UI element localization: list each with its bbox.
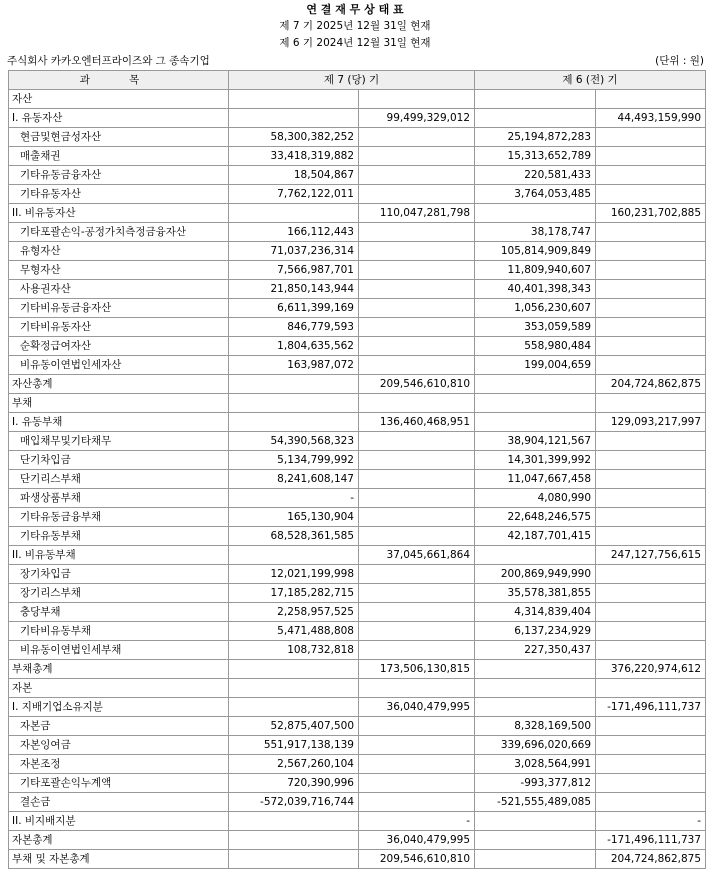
row-label: 무형자산 bbox=[9, 261, 229, 280]
prior-subtotal-amount bbox=[596, 622, 706, 641]
row-label: I. 유동자산 bbox=[9, 109, 229, 128]
table-row bbox=[9, 489, 706, 508]
current-detail-amount: 846,779,593 bbox=[229, 318, 359, 337]
prior-subtotal-amount: 129,093,217,997 bbox=[596, 413, 706, 432]
row-label: 순확정급여자산 bbox=[9, 337, 229, 356]
table-row bbox=[9, 850, 706, 869]
prior-subtotal-amount bbox=[596, 242, 706, 261]
table-row bbox=[9, 204, 706, 223]
prior-detail-amount: 4,314,839,404 bbox=[475, 603, 596, 622]
row-label: 현금및현금성자산 bbox=[9, 128, 229, 147]
current-detail-amount: 52,875,407,500 bbox=[229, 717, 359, 736]
current-detail-amount: 7,566,987,701 bbox=[229, 261, 359, 280]
table-row bbox=[9, 831, 706, 850]
prior-detail-amount: 11,047,667,458 bbox=[475, 470, 596, 489]
row-label: 기타유동부채 bbox=[9, 527, 229, 546]
prior-subtotal-amount: 247,127,756,615 bbox=[596, 546, 706, 565]
current-subtotal-amount: 110,047,281,798 bbox=[359, 204, 475, 223]
prior-subtotal-amount bbox=[596, 470, 706, 489]
row-label: 기타비유동자산 bbox=[9, 318, 229, 337]
prior-subtotal-amount bbox=[596, 584, 706, 603]
current-subtotal-amount: 36,040,479,995 bbox=[359, 698, 475, 717]
current-detail-amount: 2,258,957,525 bbox=[229, 603, 359, 622]
current-detail-amount: 8,241,608,147 bbox=[229, 470, 359, 489]
current-detail-amount bbox=[229, 90, 359, 109]
prior-detail-amount: 220,581,433 bbox=[475, 166, 596, 185]
table-row bbox=[9, 679, 706, 698]
current-detail-amount: - bbox=[229, 489, 359, 508]
prior-detail-amount bbox=[475, 850, 596, 869]
table-row bbox=[9, 337, 706, 356]
current-subtotal-amount bbox=[359, 489, 475, 508]
current-detail-amount: 68,528,361,585 bbox=[229, 527, 359, 546]
prior-subtotal-amount bbox=[596, 736, 706, 755]
table-row bbox=[9, 717, 706, 736]
prior-detail-amount bbox=[475, 698, 596, 717]
row-label: 기타포괄손익-공정가치측정금융자산 bbox=[9, 223, 229, 242]
current-detail-amount bbox=[229, 812, 359, 831]
current-detail-amount: 7,762,122,011 bbox=[229, 185, 359, 204]
current-detail-amount: 1,804,635,562 bbox=[229, 337, 359, 356]
current-detail-amount: 12,021,199,998 bbox=[229, 565, 359, 584]
row-label: 매출채권 bbox=[9, 147, 229, 166]
current-subtotal-amount: 209,546,610,810 bbox=[359, 375, 475, 394]
current-subtotal-amount bbox=[359, 527, 475, 546]
current-subtotal-amount bbox=[359, 451, 475, 470]
prior-subtotal-amount bbox=[596, 147, 706, 166]
row-label: 자본잉여금 bbox=[9, 736, 229, 755]
current-detail-amount: 2,567,260,104 bbox=[229, 755, 359, 774]
prior-detail-amount bbox=[475, 109, 596, 128]
table-row bbox=[9, 185, 706, 204]
prior-subtotal-amount bbox=[596, 128, 706, 147]
row-label: 충당부채 bbox=[9, 603, 229, 622]
table-row bbox=[9, 736, 706, 755]
prior-detail-amount: 42,187,701,415 bbox=[475, 527, 596, 546]
row-label: 비유동이연법인세부채 bbox=[9, 641, 229, 660]
row-label: 비유동이연법인세자산 bbox=[9, 356, 229, 375]
table-row bbox=[9, 508, 706, 527]
prior-detail-amount bbox=[475, 375, 596, 394]
prior-subtotal-amount bbox=[596, 299, 706, 318]
prior-detail-amount: -993,377,812 bbox=[475, 774, 596, 793]
prior-subtotal-amount: 44,493,159,990 bbox=[596, 109, 706, 128]
row-label: 사용권자산 bbox=[9, 280, 229, 299]
current-subtotal-amount: - bbox=[359, 812, 475, 831]
table-row bbox=[9, 280, 706, 299]
prior-subtotal-amount bbox=[596, 565, 706, 584]
table-row bbox=[9, 356, 706, 375]
row-label: 자본총계 bbox=[9, 831, 229, 850]
prior-subtotal-amount bbox=[596, 90, 706, 109]
row-label: 기타포괄손익누계액 bbox=[9, 774, 229, 793]
current-subtotal-amount bbox=[359, 356, 475, 375]
prior-subtotal-amount bbox=[596, 508, 706, 527]
current-subtotal-amount bbox=[359, 793, 475, 812]
prior-subtotal-amount: 204,724,862,875 bbox=[596, 375, 706, 394]
current-subtotal-amount bbox=[359, 470, 475, 489]
current-detail-amount bbox=[229, 394, 359, 413]
table-row bbox=[9, 413, 706, 432]
current-detail-amount: 33,418,319,882 bbox=[229, 147, 359, 166]
row-label: 부채총계 bbox=[9, 660, 229, 679]
current-detail-amount bbox=[229, 698, 359, 717]
table-row bbox=[9, 565, 706, 584]
prior-subtotal-amount bbox=[596, 489, 706, 508]
prior-subtotal-amount bbox=[596, 318, 706, 337]
prior-detail-amount: 40,401,398,343 bbox=[475, 280, 596, 299]
prior-detail-amount: 1,056,230,607 bbox=[475, 299, 596, 318]
unit-label: (단위 : 원) bbox=[655, 55, 704, 67]
row-label: 장기리스부채 bbox=[9, 584, 229, 603]
prior-detail-amount: 6,137,234,929 bbox=[475, 622, 596, 641]
header-item: 과 목 bbox=[9, 71, 229, 90]
prior-detail-amount: 22,648,246,575 bbox=[475, 508, 596, 527]
row-label: I. 지배기업소유지분 bbox=[9, 698, 229, 717]
row-label: 자산총계 bbox=[9, 375, 229, 394]
prior-subtotal-amount bbox=[596, 166, 706, 185]
prior-detail-amount bbox=[475, 204, 596, 223]
current-detail-amount: 551,917,138,139 bbox=[229, 736, 359, 755]
current-detail-amount: 165,130,904 bbox=[229, 508, 359, 527]
row-label: 기타비유동부채 bbox=[9, 622, 229, 641]
row-label: 유형자산 bbox=[9, 242, 229, 261]
current-detail-amount: -572,039,716,744 bbox=[229, 793, 359, 812]
prior-subtotal-amount: 376,220,974,612 bbox=[596, 660, 706, 679]
prior-subtotal-amount bbox=[596, 261, 706, 280]
row-label: 기타유동금융자산 bbox=[9, 166, 229, 185]
current-detail-amount: 6,611,399,169 bbox=[229, 299, 359, 318]
current-detail-amount: 5,471,488,808 bbox=[229, 622, 359, 641]
current-detail-amount: 720,390,996 bbox=[229, 774, 359, 793]
current-subtotal-amount bbox=[359, 641, 475, 660]
statement-title: 연 결 재 무 상 태 표 bbox=[306, 3, 404, 16]
current-detail-amount bbox=[229, 831, 359, 850]
table-row bbox=[9, 660, 706, 679]
current-detail-amount: 54,390,568,323 bbox=[229, 432, 359, 451]
row-label: 결손금 bbox=[9, 793, 229, 812]
period-current: 제 7 기 2025년 12월 31일 현재 bbox=[279, 20, 431, 32]
header-prior-period: 제 6 (전) 기 bbox=[475, 71, 706, 90]
prior-subtotal-amount bbox=[596, 527, 706, 546]
current-detail-amount bbox=[229, 413, 359, 432]
prior-detail-amount bbox=[475, 546, 596, 565]
row-label: 파생상품부채 bbox=[9, 489, 229, 508]
current-subtotal-amount bbox=[359, 337, 475, 356]
prior-detail-amount: 38,178,747 bbox=[475, 223, 596, 242]
current-subtotal-amount bbox=[359, 679, 475, 698]
current-subtotal-amount bbox=[359, 128, 475, 147]
row-label: 부채 및 자본총계 bbox=[9, 850, 229, 869]
prior-detail-amount: 15,313,652,789 bbox=[475, 147, 596, 166]
table-row bbox=[9, 451, 706, 470]
prior-detail-amount: 11,809,940,607 bbox=[475, 261, 596, 280]
prior-detail-amount bbox=[475, 831, 596, 850]
current-detail-amount: 17,185,282,715 bbox=[229, 584, 359, 603]
row-label: I. 유동부채 bbox=[9, 413, 229, 432]
prior-subtotal-amount bbox=[596, 451, 706, 470]
current-subtotal-amount bbox=[359, 622, 475, 641]
row-label: 자본금 bbox=[9, 717, 229, 736]
table-row bbox=[9, 793, 706, 812]
table-row bbox=[9, 128, 706, 147]
current-detail-amount bbox=[229, 109, 359, 128]
current-subtotal-amount bbox=[359, 736, 475, 755]
prior-detail-amount: 14,301,399,992 bbox=[475, 451, 596, 470]
current-detail-amount: 18,504,867 bbox=[229, 166, 359, 185]
current-detail-amount bbox=[229, 375, 359, 394]
row-label: 단기리스부채 bbox=[9, 470, 229, 489]
current-detail-amount: 5,134,799,992 bbox=[229, 451, 359, 470]
prior-detail-amount: 35,578,381,855 bbox=[475, 584, 596, 603]
current-subtotal-amount bbox=[359, 755, 475, 774]
current-detail-amount: 108,732,818 bbox=[229, 641, 359, 660]
row-label: 단기차입금 bbox=[9, 451, 229, 470]
table-row bbox=[9, 774, 706, 793]
prior-detail-amount: 3,764,053,485 bbox=[475, 185, 596, 204]
row-label: 장기차입금 bbox=[9, 565, 229, 584]
prior-detail-amount: 339,696,020,669 bbox=[475, 736, 596, 755]
current-detail-amount bbox=[229, 850, 359, 869]
balance-sheet-table bbox=[8, 70, 706, 869]
prior-subtotal-amount bbox=[596, 432, 706, 451]
prior-detail-amount: 3,028,564,991 bbox=[475, 755, 596, 774]
table-row bbox=[9, 584, 706, 603]
prior-subtotal-amount bbox=[596, 774, 706, 793]
prior-detail-amount: 200,869,949,990 bbox=[475, 565, 596, 584]
current-subtotal-amount bbox=[359, 717, 475, 736]
table-row bbox=[9, 698, 706, 717]
row-label: II. 비지배지분 bbox=[9, 812, 229, 831]
table-row bbox=[9, 147, 706, 166]
prior-subtotal-amount: - bbox=[596, 812, 706, 831]
current-subtotal-amount bbox=[359, 147, 475, 166]
prior-detail-amount: 4,080,990 bbox=[475, 489, 596, 508]
table-row bbox=[9, 432, 706, 451]
current-detail-amount bbox=[229, 546, 359, 565]
row-label: 기타유동자산 bbox=[9, 185, 229, 204]
row-label: II. 비유동자산 bbox=[9, 204, 229, 223]
current-subtotal-amount bbox=[359, 603, 475, 622]
current-subtotal-amount bbox=[359, 318, 475, 337]
prior-detail-amount: 25,194,872,283 bbox=[475, 128, 596, 147]
prior-detail-amount bbox=[475, 90, 596, 109]
prior-subtotal-amount bbox=[596, 356, 706, 375]
prior-detail-amount bbox=[475, 812, 596, 831]
table-header-row bbox=[9, 71, 706, 90]
prior-subtotal-amount bbox=[596, 755, 706, 774]
current-detail-amount bbox=[229, 679, 359, 698]
table-row bbox=[9, 812, 706, 831]
current-detail-amount: 58,300,382,252 bbox=[229, 128, 359, 147]
prior-detail-amount bbox=[475, 413, 596, 432]
row-label: 자본조정 bbox=[9, 755, 229, 774]
current-detail-amount bbox=[229, 204, 359, 223]
table-row bbox=[9, 90, 706, 109]
table-row bbox=[9, 641, 706, 660]
prior-subtotal-amount bbox=[596, 185, 706, 204]
prior-subtotal-amount bbox=[596, 793, 706, 812]
header-current-period: 제 7 (당) 기 bbox=[229, 71, 475, 90]
company-name: 주식회사 카카오엔터프라이즈와 그 종속기업 bbox=[7, 55, 210, 67]
current-subtotal-amount bbox=[359, 166, 475, 185]
prior-detail-amount: 105,814,909,849 bbox=[475, 242, 596, 261]
current-detail-amount: 71,037,236,314 bbox=[229, 242, 359, 261]
row-label: 매입채무및기타채무 bbox=[9, 432, 229, 451]
period-prior: 제 6 기 2024년 12월 31일 현재 bbox=[279, 37, 431, 49]
table-row bbox=[9, 318, 706, 337]
current-subtotal-amount bbox=[359, 185, 475, 204]
table-row bbox=[9, 109, 706, 128]
table-row bbox=[9, 375, 706, 394]
prior-detail-amount: 38,904,121,567 bbox=[475, 432, 596, 451]
table-row bbox=[9, 261, 706, 280]
prior-subtotal-amount bbox=[596, 394, 706, 413]
current-subtotal-amount bbox=[359, 223, 475, 242]
current-subtotal-amount: 209,546,610,810 bbox=[359, 850, 475, 869]
current-subtotal-amount bbox=[359, 299, 475, 318]
current-subtotal-amount bbox=[359, 774, 475, 793]
table-row bbox=[9, 470, 706, 489]
current-detail-amount: 163,987,072 bbox=[229, 356, 359, 375]
current-subtotal-amount: 99,499,329,012 bbox=[359, 109, 475, 128]
current-subtotal-amount bbox=[359, 261, 475, 280]
table-row bbox=[9, 622, 706, 641]
table-row bbox=[9, 223, 706, 242]
prior-subtotal-amount bbox=[596, 603, 706, 622]
table-row bbox=[9, 755, 706, 774]
prior-detail-amount: 558,980,484 bbox=[475, 337, 596, 356]
row-label: 기타비유동금융자산 bbox=[9, 299, 229, 318]
current-subtotal-amount: 37,045,661,864 bbox=[359, 546, 475, 565]
prior-detail-amount bbox=[475, 679, 596, 698]
current-subtotal-amount: 36,040,479,995 bbox=[359, 831, 475, 850]
prior-detail-amount: 199,004,659 bbox=[475, 356, 596, 375]
current-subtotal-amount: 136,460,468,951 bbox=[359, 413, 475, 432]
current-subtotal-amount bbox=[359, 280, 475, 299]
prior-detail-amount: -521,555,489,085 bbox=[475, 793, 596, 812]
prior-detail-amount: 227,350,437 bbox=[475, 641, 596, 660]
prior-subtotal-amount: 160,231,702,885 bbox=[596, 204, 706, 223]
row-label: 기타유동금융부채 bbox=[9, 508, 229, 527]
table-row bbox=[9, 546, 706, 565]
prior-detail-amount: 353,059,589 bbox=[475, 318, 596, 337]
table-row bbox=[9, 527, 706, 546]
row-label: 자본 bbox=[9, 679, 229, 698]
prior-detail-amount bbox=[475, 660, 596, 679]
current-subtotal-amount bbox=[359, 394, 475, 413]
row-label: 부채 bbox=[9, 394, 229, 413]
prior-subtotal-amount bbox=[596, 717, 706, 736]
table-row bbox=[9, 242, 706, 261]
table-row bbox=[9, 394, 706, 413]
table-row bbox=[9, 299, 706, 318]
current-subtotal-amount bbox=[359, 432, 475, 451]
current-detail-amount bbox=[229, 660, 359, 679]
prior-subtotal-amount: -171,496,111,737 bbox=[596, 698, 706, 717]
current-subtotal-amount: 173,506,130,815 bbox=[359, 660, 475, 679]
row-label: II. 비유동부채 bbox=[9, 546, 229, 565]
table-row bbox=[9, 166, 706, 185]
current-detail-amount: 21,850,143,944 bbox=[229, 280, 359, 299]
prior-subtotal-amount bbox=[596, 337, 706, 356]
current-subtotal-amount bbox=[359, 584, 475, 603]
prior-detail-amount: 8,328,169,500 bbox=[475, 717, 596, 736]
prior-subtotal-amount: 204,724,862,875 bbox=[596, 850, 706, 869]
prior-detail-amount bbox=[475, 394, 596, 413]
current-subtotal-amount bbox=[359, 90, 475, 109]
prior-subtotal-amount bbox=[596, 679, 706, 698]
prior-subtotal-amount bbox=[596, 223, 706, 242]
table-row bbox=[9, 603, 706, 622]
prior-subtotal-amount: -171,496,111,737 bbox=[596, 831, 706, 850]
current-subtotal-amount bbox=[359, 508, 475, 527]
prior-subtotal-amount bbox=[596, 641, 706, 660]
current-detail-amount: 166,112,443 bbox=[229, 223, 359, 242]
current-subtotal-amount bbox=[359, 242, 475, 261]
row-label: 자산 bbox=[9, 90, 229, 109]
current-subtotal-amount bbox=[359, 565, 475, 584]
prior-subtotal-amount bbox=[596, 280, 706, 299]
